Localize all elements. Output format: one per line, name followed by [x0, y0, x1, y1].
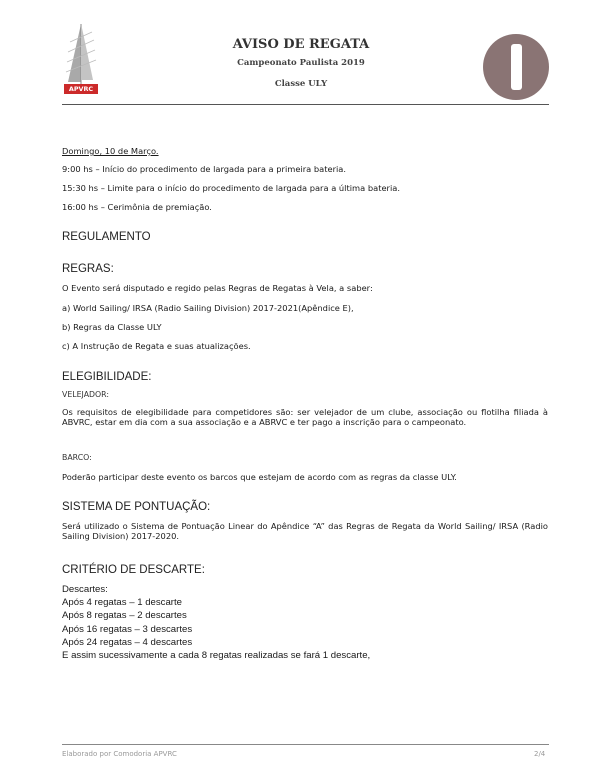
descarte-line: Após 8 regatas – 2 descartes	[62, 610, 187, 621]
schedule-day: Domingo, 10 de Março.	[62, 146, 159, 156]
velejador-text: Os requisitos de elegibilidade para competidores são: ser velejador de um clube, associação ou flotilha filiada à ABVRC, estar em dia com a sua associação e a ABRVC e ter pago a inscrição para o campeonato.	[62, 407, 548, 427]
schedule-item: 15:30 hs – Limite para o início do procedimento de largada para a última bateria.	[62, 183, 400, 193]
velejador-label: VELEJADOR:	[62, 390, 109, 399]
section-elegibilidade: ELEGIBILIDADE:	[62, 371, 152, 383]
logo-text: APVRC	[68, 85, 94, 93]
regras-intro: O Evento será disputado e regido pelas Regras de Regatas à Vela, a saber:	[62, 283, 373, 293]
section-pontuacao: SISTEMA DE PONTUAÇÃO:	[62, 501, 211, 513]
pontuacao-text: Será utilizado o Sistema de Pontuação Linear do Apêndice “A” das Regras de Regata da World Sailing/ IRSA (Radio Sailing Division) 2017-2020.	[62, 521, 548, 541]
section-regras: REGRAS:	[62, 263, 114, 275]
regras-item: a) World Sailing/ IRSA (Radio Sailing Division) 2017-2021(Apêndice E),	[62, 303, 354, 313]
descarte-line: Após 4 regatas – 1 descarte	[62, 597, 182, 608]
barco-text: Poderão participar deste evento os barcos que estejam de acordo com as regras da classe ULY.	[62, 472, 457, 482]
header-class: Classe ULY	[274, 79, 328, 89]
section-regulamento: REGULAMENTO	[62, 231, 151, 243]
descarte-line: Após 16 regatas – 3 descartes	[62, 624, 193, 635]
descarte-line: Após 24 regatas – 4 descartes	[62, 637, 193, 648]
badge-bar	[511, 44, 522, 90]
footer-divider	[62, 744, 549, 745]
schedule-item: 16:00 hs – Cerimônia de premiação.	[62, 202, 212, 212]
barco-label: BARCO:	[62, 453, 92, 462]
page-title: AVISO DE REGATA	[232, 37, 370, 52]
schedule-item: 9:00 hs – Início do procedimento de largada para a primeira bateria.	[62, 164, 347, 174]
header-divider	[62, 104, 549, 105]
footer-credit: Elaborado por Comodoria APVRC	[62, 750, 177, 758]
regras-item: b) Regras da Classe ULY	[62, 322, 162, 332]
header-subtitle: Campeonato Paulista 2019	[237, 58, 365, 68]
regras-item: c) A Instrução de Regata e suas atualizações.	[62, 341, 251, 351]
section-descarte: CRITÉRIO DE DESCARTE:	[62, 564, 205, 576]
page-number: 2/4	[534, 750, 546, 758]
descarte-line: E assim sucessivamente a cada 8 regatas realizadas se fará 1 descarte,	[62, 650, 371, 661]
descarte-line: Descartes:	[62, 584, 108, 595]
